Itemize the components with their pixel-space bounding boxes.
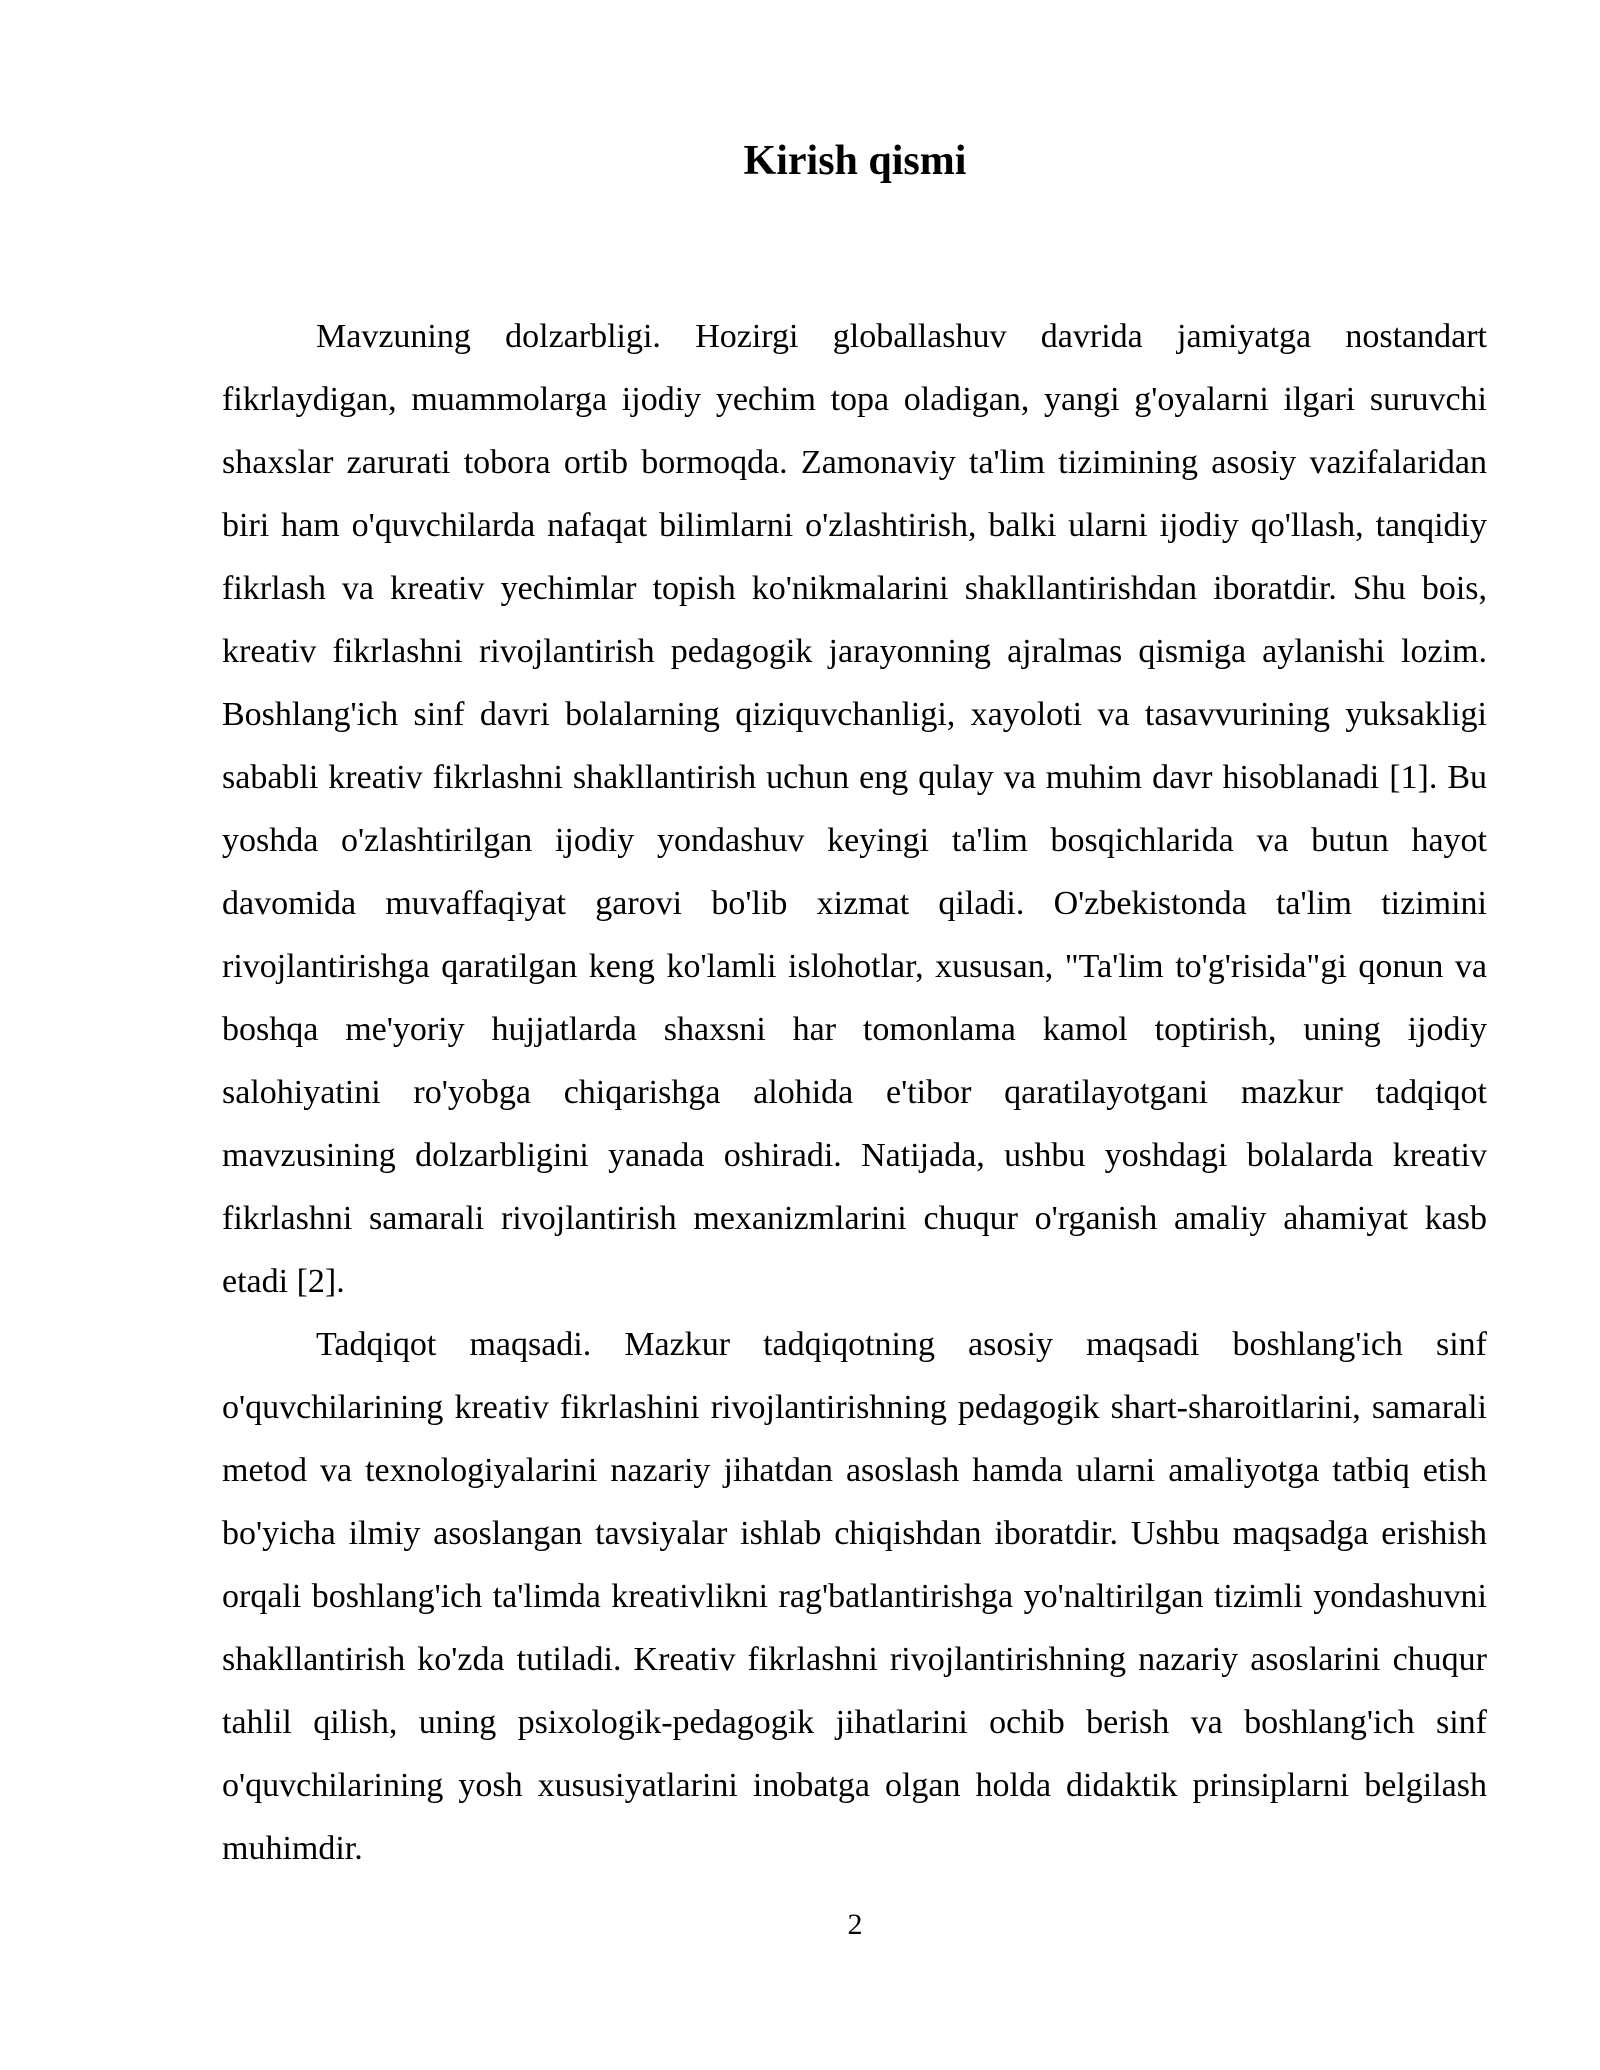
- paragraph-relevance: Mavzuning dolzarbligi. Hozirgi globallashuv davrida jamiyatga nostandart fikrlaydigan, muammolarga ijodiy yechim topa oladigan, yangi g'oyalarni ilgari suruvchi shaxslar zarurati tobora ortib bormoqda. Zamonaviy ta'lim tizimining asosiy vazifalaridan biri ham o'quvchilarda nafaqat bilimlarni o'zlashtirish, balki ularni ijodiy qo'llash, tanqidiy fikrlash va kreativ yechimlar topish ko'nikmalarini shakllantirishdan iboratdir. Shu bois, kreativ fikrlashni rivojlantirish pedagogik jarayonning ajralmas qismiga aylanishi lozim. Boshlang'ich sinf davri bolalarning qiziquvchanligi, xayoloti va tasavvurining yuksakligi sababli kreativ fikrlashni shakllantirish uchun eng qulay va muhim davr hisoblanadi [1]. Bu yoshda o'zlashtirilgan ijodiy yondashuv keyingi ta'lim bosqichlarida va butun hayot davomida muvaffaqiyat garovi bo'lib xizmat qiladi. O'zbekistonda ta'lim tizimini rivojlantirishga qaratilgan keng ko'lamli islohotlar, xususan, "Ta'lim to'g'risida"gi qonun va boshqa me'yoriy hujjatlarda shaxsni har tomonlama kamol toptirish, uning ijodiy salohiyatini ro'yobga chiqarishga alohida e'tibor qaratilayotgani mazkur tadqiqot mavzusining dolzarbligini yanada oshiradi. Natijada, ushbu yoshdagi bolalarda kreativ fikrlashni samarali rivojlantirish mexanizmlarini chuqur o'rganish amaliy ahamiyat kasb etadi [2].: [222, 318, 1487, 1300]
- body-text: [222, 305, 1487, 1880]
- page-title: Kirish qismi: [743, 138, 967, 184]
- paragraph-research-goal: Tadqiqot maqsadi. Mazkur tadqiqotning asosiy maqsadi boshlang'ich sinf o'quvchilarining kreativ fikrlashini rivojlantirishning pedagogik shart-sharoitlarini, samarali metod va texnologiyalarini nazariy jihatdan asoslash hamda ularni amaliyotga tatbiq etish bo'yicha ilmiy asoslangan tavsiyalar ishlab chiqishdan iboratdir. Ushbu maqsadga erishish orqali boshlang'ich ta'limda kreativlikni rag'batlantirishga yo'naltirilgan tizimli yondashuvni shakllantirish ko'zda tutiladi. Kreativ fikrlashni rivojlantirishning nazariy asoslarini chuqur tahlil qilish, uning psixologik-pedagogik jihatlarini ochib berish va boshlang'ich sinf o'quvchilarining yosh xususiyatlarini inobatga olgan holda didaktik prinsiplarni belgilash muhimdir.: [222, 1326, 1487, 1867]
- page-number: 2: [847, 1908, 863, 1941]
